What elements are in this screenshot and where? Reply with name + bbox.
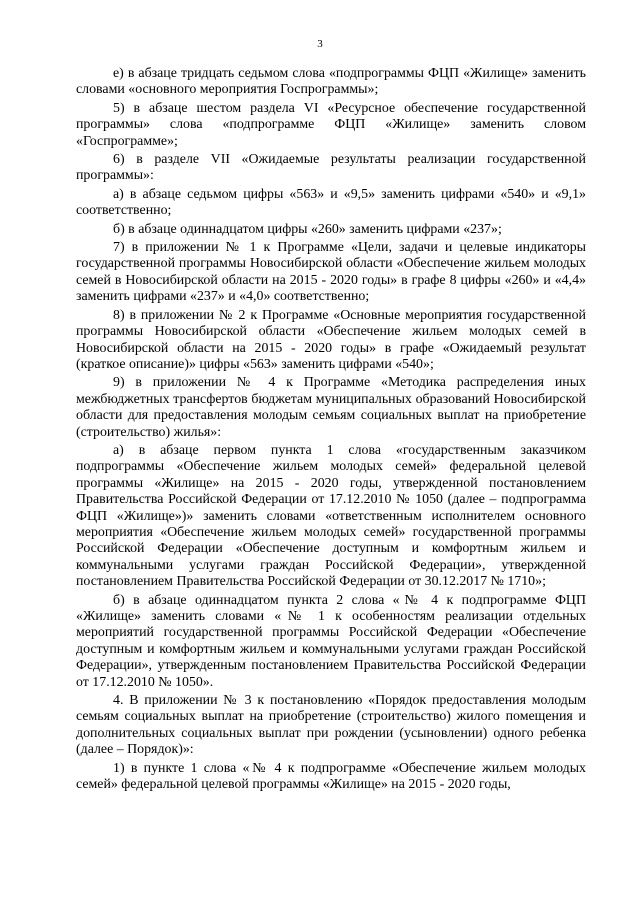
paragraph-item-5: 5) в абзаце шестом раздела VI «Ресурсное обеспечение государственной программы» слова «подпрограмме ФЦП «Жилище» заменить словом «Госпрограмме»; <box>76 100 586 149</box>
paragraph-item-9: 9) в приложении № 4 к Программе «Методика распределения иных межбюджетных трансфертов бюджетам муниципальных образований Новосибирской области для предоставления молодым семьям социальных выплат на приобретение (строительство) жилья»: <box>76 375 586 440</box>
page-number: 3 <box>317 38 323 50</box>
paragraph-section-4: 4. В приложении № 3 к постановлению «Порядок предоставления молодым семьям социальных выплат на приобретение (строительство) жилого помещения и дополнительных социальных выплат при рождении (усыновлении) одного ребенка (далее – Порядок)»: <box>76 693 586 758</box>
paragraph-item-6b: б) в абзаце одиннадцатом цифры «260» заменить цифрами «237»; <box>113 221 502 237</box>
paragraph-item-9b: б) в абзаце одиннадцатом пункта 2 слова «№ 4 к подпрограмме ФЦП «Жилище» заменить словами «№ 1 к особенностям реализации отдельных мероприятий государственной программы Российской Федерации «Обеспечение доступным и комфортным жильем и коммунальными услугами граждан Российской Федерации», утвержденным постановлением Правительства Российской Федерации от 17.12.2010 № 1050». <box>76 592 586 690</box>
paragraph-item-9a: а) в абзаце первом пункта 1 слова «государственным заказчиком подпрограммы «Обеспечение жильем молодых семей» федеральной целевой программы «Жилище» на 2015 - 2020 годы, утвержденной постановлением Правительства Российской Федерации от 17.12.2010 № 1050 (далее – подпрограмма ФЦП «Жилище»)» заменить словами «ответственным исполнителем основного мероприятия «Обеспечение жильем молодых семей» государственной программы Российской Федерации «Обеспечение доступным и комфортным жильем и коммунальными услугами граждан Российской Федерации», утвержденной постановлением Правительства Российской Федерации от 30.12.2017 № 1710»; <box>76 442 586 590</box>
paragraph-item-8: 8) в приложении № 2 к Программе «Основные мероприятия государственной программы Новосибирской области «Обеспечение жильем молодых семей в Новосибирской области на 2015 - 2020 годы» в графе «Ожидаемый результат (краткое описание)» цифры «563» заменить цифрами «540»; <box>76 307 586 372</box>
paragraph-item-6a: а) в абзаце седьмом цифры «563» и «9,5» заменить цифрами «540» и «9,1» соответственно; <box>76 186 586 219</box>
paragraph-item-4-1: 1) в пункте 1 слова «№ 4 к подпрограмме «Обеспечение жильем молодых семей» федеральной целевой программы «Жилище» на 2015 - 2020 годы, <box>76 760 586 793</box>
paragraph-item-e: е) в абзаце тридцать седьмом слова «подпрограммы ФЦП «Жилище» заменить словами «основного мероприятия Госпрограммы»; <box>76 66 586 98</box>
paragraph-item-6: 6) в разделе VII «Ожидаемые результаты реализации государственной программы»: <box>76 152 586 184</box>
paragraph-item-7: 7) в приложении № 1 к Программе «Цели, задачи и целевые индикаторы государственной программы Новосибирской области «Обеспечение жильем молодых семей в Новосибирской области на 2015 - 2020 годы» в графе 8 цифры «260» и «4,4» заменить цифрами «237» и «4,0» соответственно; <box>76 240 586 305</box>
document-body <box>76 66 586 793</box>
